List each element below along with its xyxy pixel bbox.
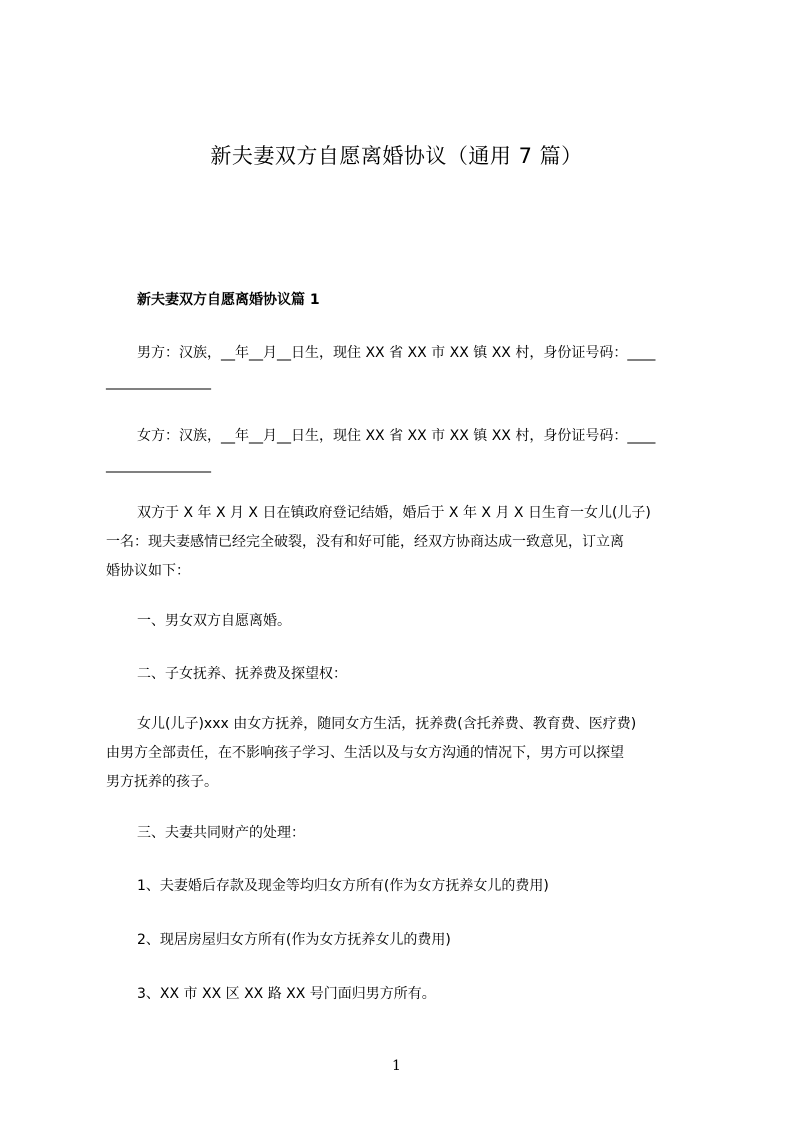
intro-line-2: 一名：现夫妻感情已经完全破裂，没有和好可能，经双方协商达成一致意见，订立离 — [106, 534, 624, 550]
custody-line-2: 由男方全部责任，在不影响孩子学习、生活以及与女方沟通的情况下，男方可以探望 — [106, 745, 624, 761]
custody-line-1: 女儿(儿子)xxx 由女方抚养，随同女方生活，抚养费(含托养费、教育费、医疗费) — [137, 716, 637, 732]
property-item-3: 3、XX 市 XX 区 XX 路 XX 号门面归男方所有。 — [137, 986, 436, 1002]
document-title: 新夫妻双方自愿离婚协议（通用 7 篇） — [210, 144, 583, 168]
custody-line-3: 男方抚养的孩子。 — [106, 774, 218, 790]
property-item-2: 2、现居房屋归女方所有(作为女方抚养女儿的费用) — [137, 932, 451, 948]
item-1: 一、男女双方自愿离婚。 — [137, 613, 291, 629]
section-heading: 新夫妻双方自愿离婚协议篇 1 — [137, 292, 320, 308]
property-item-1: 1、夫妻婚后存款及现金等均归女方所有(作为女方抚养女儿的费用) — [137, 878, 549, 894]
item-2: 二、子女抚养、抚养费及探望权： — [137, 666, 347, 682]
male-info-line-2: _______________ — [106, 374, 211, 390]
male-info-line-1: 男方：汉族，__年__月__日生，现住 XX 省 XX 市 XX 镇 XX 村，身份证号码：____ — [137, 345, 656, 361]
page-number: 1 — [392, 1058, 401, 1074]
intro-line-1: 双方于 X 年 X 月 X 日在镇政府登记结婚，婚后于 X 年 X 月 X 日生育一女儿(儿子) — [137, 505, 651, 521]
female-info-line-1: 女方：汉族，__年__月__日生，现住 XX 省 XX 市 XX 镇 XX 村，身份证号码：____ — [137, 428, 656, 444]
item-3: 三、夫妻共同财产的处理： — [137, 825, 305, 841]
female-info-line-2: _______________ — [106, 457, 211, 473]
intro-line-3: 婚协议如下： — [106, 563, 190, 579]
